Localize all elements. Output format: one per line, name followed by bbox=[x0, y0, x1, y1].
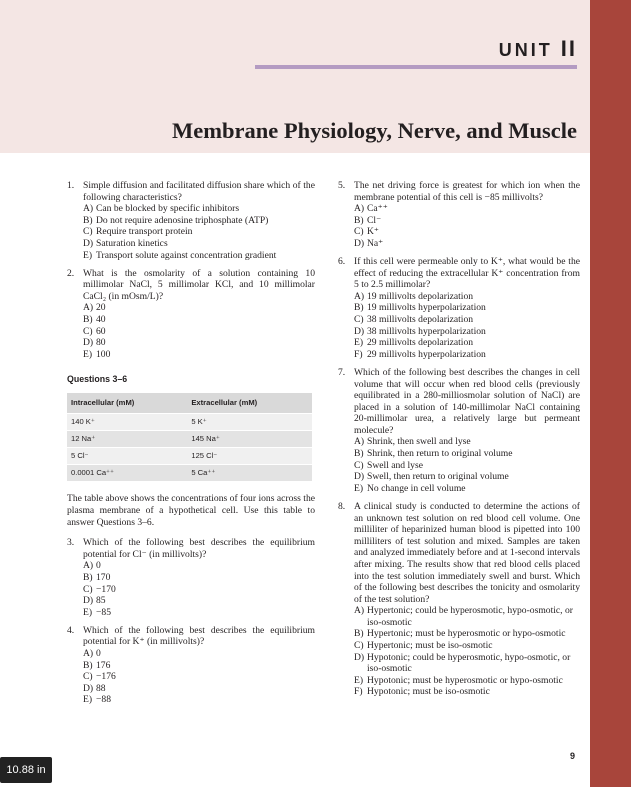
question bbox=[67, 537, 315, 618]
option-text: −176 bbox=[96, 671, 116, 683]
answer-option bbox=[83, 560, 315, 572]
question bbox=[338, 501, 580, 698]
option-text: −170 bbox=[96, 583, 116, 595]
option-text: Hypotonic; could be hyperosmotic, hypo-osmotic, or iso-osmotic bbox=[367, 651, 571, 675]
answer-option bbox=[83, 349, 315, 361]
option-letter: D) bbox=[83, 595, 94, 607]
option-text: 38 millivolts hyperpolarization bbox=[367, 325, 486, 337]
answer-option bbox=[354, 675, 580, 687]
answer-option bbox=[83, 683, 315, 695]
right-column bbox=[338, 180, 580, 705]
option-text: Hypotonic; must be hyperosmotic or hypo-osmotic bbox=[367, 674, 563, 686]
answer-option bbox=[354, 448, 580, 460]
option-text: −85 bbox=[96, 606, 112, 618]
answer-option bbox=[83, 226, 315, 238]
option-text: 29 millivolts depolarization bbox=[367, 337, 474, 349]
answer-option bbox=[83, 250, 315, 262]
answer-option bbox=[83, 215, 315, 227]
zoom-badge: 10.88 in bbox=[0, 757, 52, 783]
option-letter: E) bbox=[83, 348, 93, 360]
question-number: 7. bbox=[338, 366, 346, 378]
question-text: What is the osmolarity of a solution containing 10 millimolar NaCl, 5 millimolar KCl, and 10 millimolar CaCl₂ (in mOsm/L)? bbox=[83, 267, 315, 302]
ion-concentration-table bbox=[67, 393, 312, 482]
question-stem bbox=[338, 256, 580, 291]
page-number: 9 bbox=[570, 751, 576, 761]
option-text: Swell and lyse bbox=[367, 459, 423, 471]
question-text: Which of the following best describes the equilibrium potential for Cl⁻ (in millivolts)? bbox=[83, 537, 315, 560]
option-text: Transport solute against concentration gradient bbox=[96, 249, 277, 261]
option-text: 176 bbox=[96, 659, 111, 671]
question-number: 4. bbox=[67, 624, 75, 636]
option-letter: B) bbox=[83, 314, 93, 326]
option-text: 38 millivolts depolarization bbox=[367, 314, 474, 326]
answer-option bbox=[354, 349, 580, 361]
option-text: Require transport protein bbox=[96, 226, 193, 238]
answer-option bbox=[354, 215, 580, 227]
table-row bbox=[67, 465, 312, 482]
option-text: Cl⁻ bbox=[367, 214, 382, 226]
answer-option bbox=[354, 326, 580, 338]
option-text: 19 millivolts hyperpolarization bbox=[367, 302, 486, 314]
answer-option bbox=[354, 203, 580, 215]
option-text: 0 bbox=[96, 560, 101, 572]
option-letter: E) bbox=[83, 606, 93, 618]
option-text: Saturation kinetics bbox=[96, 237, 168, 249]
question bbox=[67, 625, 315, 706]
option-text: 85 bbox=[96, 595, 106, 607]
answer-option bbox=[83, 572, 315, 584]
side-color-bar bbox=[590, 0, 631, 787]
option-text: 0 bbox=[96, 647, 101, 659]
option-letter: E) bbox=[83, 249, 93, 261]
answer-option bbox=[354, 652, 580, 675]
option-letter: C) bbox=[354, 226, 364, 238]
option-letter: D) bbox=[83, 237, 94, 249]
option-text: Hypertonic; must be iso-osmotic bbox=[367, 640, 493, 652]
option-letter: C) bbox=[354, 314, 364, 326]
unit-number: II bbox=[560, 36, 577, 61]
question bbox=[338, 367, 580, 495]
option-letter: B) bbox=[354, 628, 364, 640]
question-stem bbox=[67, 180, 315, 203]
table-row bbox=[67, 430, 312, 447]
answer-options bbox=[338, 605, 580, 698]
question-set-intro: The table above shows the concentrations of four ions across the plasma membrane of a hypothetical cell. Use this table to answer Questions 3–6. bbox=[67, 493, 315, 528]
intracellular-cell: 0.0001 Ca⁺⁺ bbox=[67, 465, 187, 482]
answer-option bbox=[83, 337, 315, 349]
page-title: Membrane Physiology, Nerve, and Muscle bbox=[172, 118, 577, 143]
answer-option bbox=[83, 660, 315, 672]
answer-options bbox=[67, 302, 315, 360]
option-letter: B) bbox=[83, 659, 93, 671]
question-stem bbox=[338, 180, 580, 203]
answer-option bbox=[354, 314, 580, 326]
option-letter: C) bbox=[354, 459, 364, 471]
option-letter: D) bbox=[354, 237, 365, 249]
option-letter: A) bbox=[354, 436, 365, 448]
answer-option bbox=[83, 584, 315, 596]
answer-options bbox=[338, 436, 580, 494]
option-text: 19 millivolts depolarization bbox=[367, 290, 474, 302]
option-letter: F) bbox=[354, 348, 363, 360]
option-letter: A) bbox=[83, 203, 94, 215]
option-text: Shrink, then return to original volume bbox=[367, 448, 513, 460]
answer-option bbox=[83, 203, 315, 215]
question-stem bbox=[67, 537, 315, 560]
answer-option bbox=[83, 648, 315, 660]
option-letter: C) bbox=[83, 325, 93, 337]
option-text: K⁺ bbox=[367, 226, 379, 238]
answer-option bbox=[354, 302, 580, 314]
question-text: The net driving force is greatest for which ion when the membrane potential of this cell is −85 millivolts? bbox=[354, 180, 580, 203]
question-number: 2. bbox=[67, 267, 75, 279]
answer-option bbox=[354, 337, 580, 349]
intracellular-cell: 5 Cl⁻ bbox=[67, 447, 187, 464]
intracellular-cell: 140 K⁺ bbox=[67, 413, 187, 430]
question-number: 5. bbox=[338, 180, 346, 191]
option-letter: D) bbox=[354, 471, 365, 483]
option-text: −88 bbox=[96, 694, 112, 706]
option-letter: A) bbox=[354, 203, 365, 215]
option-letter: D) bbox=[83, 682, 94, 694]
option-letter: C) bbox=[354, 640, 364, 652]
unit-label bbox=[499, 36, 577, 62]
option-letter: B) bbox=[354, 448, 364, 460]
option-text: 29 millivolts hyperpolarization bbox=[367, 348, 486, 360]
question-text: Which of the following best describes the equilibrium potential for K⁺ (in millivolts)? bbox=[83, 624, 315, 648]
question-stem bbox=[338, 501, 580, 605]
question-list-right bbox=[338, 180, 580, 698]
option-letter: D) bbox=[83, 337, 94, 349]
option-letter: E) bbox=[354, 674, 364, 686]
question bbox=[67, 180, 315, 261]
answer-option bbox=[354, 291, 580, 303]
answer-option bbox=[354, 226, 580, 238]
answer-options bbox=[338, 203, 580, 249]
option-letter: A) bbox=[83, 560, 94, 572]
question bbox=[338, 180, 580, 250]
answer-options bbox=[338, 291, 580, 361]
option-letter: D) bbox=[354, 651, 365, 663]
question-number: 3. bbox=[67, 537, 75, 549]
answer-options bbox=[67, 560, 315, 618]
question-text: If this cell were permeable only to K⁺, what would be the effect of reducing the extracellular K⁺ concentration from 5 to 2.5 millimolar? bbox=[354, 256, 580, 291]
option-letter: C) bbox=[83, 226, 93, 238]
option-letter: D) bbox=[354, 325, 365, 337]
option-letter: B) bbox=[83, 214, 93, 226]
option-letter: A) bbox=[354, 605, 365, 617]
answer-option bbox=[354, 460, 580, 472]
option-text: Swell, then return to original volume bbox=[367, 471, 509, 483]
option-text: No change in cell volume bbox=[367, 482, 466, 494]
answer-option bbox=[354, 640, 580, 652]
option-text: 170 bbox=[96, 571, 111, 583]
option-letter: C) bbox=[83, 671, 93, 683]
answer-option bbox=[354, 436, 580, 448]
option-text: 80 bbox=[96, 337, 106, 349]
option-letter: E) bbox=[83, 694, 93, 706]
answer-option bbox=[354, 686, 580, 698]
question bbox=[338, 256, 580, 360]
answer-options bbox=[67, 203, 315, 261]
answer-option bbox=[354, 471, 580, 483]
question-list-bottom bbox=[67, 537, 315, 706]
answer-option bbox=[83, 694, 315, 706]
option-letter: C) bbox=[83, 583, 93, 595]
option-letter: B) bbox=[354, 302, 364, 314]
option-text: Ca⁺⁺ bbox=[367, 203, 388, 215]
option-text: 20 bbox=[96, 302, 106, 314]
question-text: Which of the following best describes the changes in cell volume that will occur when red blood cells (previously equilibrated in a 280-milliosmolar solution of NaCl) are placed in a solution of 140-millimolar NaCl containing 20-millimolar urea, a relatively large but permeant molecule? bbox=[354, 366, 580, 436]
option-letter: B) bbox=[354, 214, 364, 226]
answer-option bbox=[354, 605, 580, 628]
unit-divider bbox=[255, 65, 577, 69]
table-row bbox=[67, 413, 312, 430]
question-number: 1. bbox=[67, 180, 75, 191]
answer-option bbox=[83, 238, 315, 250]
option-text: Do not require adenosine triphosphate (ATP) bbox=[96, 214, 269, 226]
answer-option bbox=[83, 302, 315, 314]
answer-option bbox=[83, 671, 315, 683]
question-text: A clinical study is conducted to determine the actions of an unknown test solution on red blood cell volume. One milliliter of heparinized human blood is pipetted into 100 milliliters of test solution and mixed. Samples are taken and analyzed immediately before and at 1-second intervals after mixing. The results show that red blood cells placed into the test solution immediately swell and burst. Which of the following best describes the tonicity and osmolarity of the test solution? bbox=[354, 500, 580, 605]
left-column bbox=[67, 180, 315, 712]
question-text: Simple diffusion and facilitated diffusion share which of the following characteristics? bbox=[83, 180, 315, 203]
question-stem bbox=[67, 268, 315, 303]
option-text: 100 bbox=[96, 348, 111, 360]
question-set-heading: Questions 3–6 bbox=[67, 374, 128, 385]
option-text: 40 bbox=[96, 314, 106, 326]
answer-options bbox=[67, 648, 315, 706]
question-stem bbox=[338, 367, 580, 437]
option-letter: F) bbox=[354, 686, 363, 698]
option-text: 88 bbox=[96, 682, 106, 694]
option-letter: A) bbox=[354, 290, 365, 302]
answer-option bbox=[83, 607, 315, 619]
option-letter: A) bbox=[83, 302, 94, 314]
extracellular-cell: 5 K⁺ bbox=[187, 413, 312, 430]
answer-option bbox=[354, 483, 580, 495]
answer-option bbox=[83, 326, 315, 338]
extracellular-cell: 145 Na⁺ bbox=[187, 430, 312, 447]
table-header-intracellular: Intracellular (mM) bbox=[67, 393, 187, 413]
question bbox=[67, 268, 315, 361]
option-text: Hypertonic; must be hyperosmotic or hypo-osmotic bbox=[367, 628, 566, 640]
question-stem bbox=[67, 625, 315, 648]
option-text: 60 bbox=[96, 325, 106, 337]
extracellular-cell: 5 Ca⁺⁺ bbox=[187, 465, 312, 482]
option-text: Hypotonic; must be iso-osmotic bbox=[367, 686, 490, 698]
option-text: Hypertonic; could be hyperosmotic, hypo-osmotic, or iso-osmotic bbox=[367, 605, 573, 628]
option-letter: A) bbox=[83, 647, 94, 659]
answer-option bbox=[354, 238, 580, 250]
option-letter: E) bbox=[354, 337, 364, 349]
option-letter: B) bbox=[83, 571, 93, 583]
option-text: Na⁺ bbox=[367, 237, 384, 249]
extracellular-cell: 125 Cl⁻ bbox=[187, 447, 312, 464]
question-number: 8. bbox=[338, 500, 346, 512]
question-list-top bbox=[67, 180, 315, 360]
intracellular-cell: 12 Na⁺ bbox=[67, 430, 187, 447]
option-letter: E) bbox=[354, 482, 364, 494]
option-text: Shrink, then swell and lyse bbox=[367, 436, 471, 448]
question-number: 6. bbox=[338, 256, 346, 268]
answer-option bbox=[354, 628, 580, 640]
unit-word: UNIT bbox=[498, 40, 553, 60]
answer-option bbox=[83, 314, 315, 326]
table-row bbox=[67, 447, 312, 464]
answer-option bbox=[83, 595, 315, 607]
option-text: Can be blocked by specific inhibitors bbox=[96, 203, 240, 215]
table-header-extracellular: Extracellular (mM) bbox=[187, 393, 312, 413]
